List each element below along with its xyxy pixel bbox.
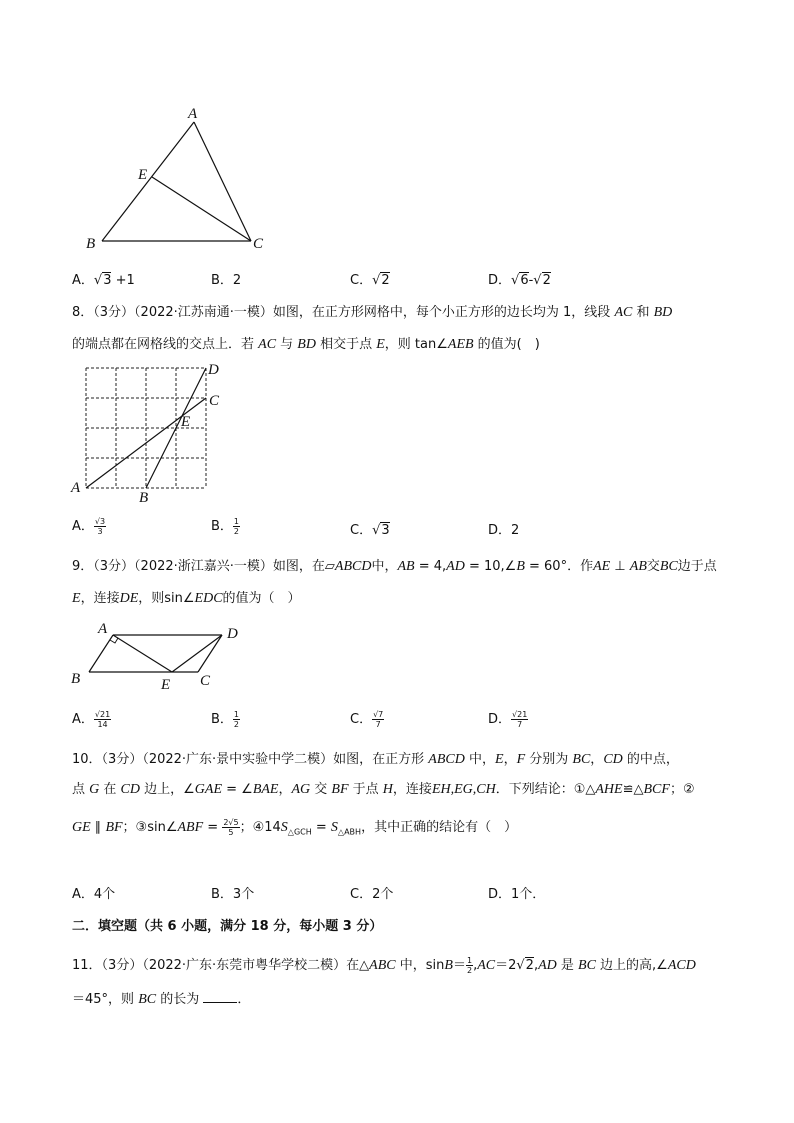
q9-option-a-denominator: 14	[97, 720, 108, 729]
q9-segment-ae	[113, 635, 172, 672]
q8-option-c-letter: C．	[350, 523, 373, 538]
q8-l2-var-ac: AC	[258, 337, 277, 352]
q9-label-b: B	[71, 671, 81, 687]
q7-label-c: C	[253, 236, 264, 252]
q9-option-b[interactable]	[211, 710, 240, 729]
q9-option-a-letter: A．	[72, 712, 94, 727]
q10-l3-text-2: ；③sin∠	[122, 820, 178, 835]
q9-l1-text-2: 中，	[371, 559, 398, 574]
q10-l1-text-1: 10．（3分）（2022·广东·景中实验中学二模）如图，在正方形	[72, 752, 429, 767]
q8-option-a[interactable]	[72, 517, 106, 536]
q11-l1-var-ac: AC	[477, 958, 496, 973]
q8-option-a-fraction	[94, 517, 106, 536]
q11-l1-text-8: 边上的高,∠	[595, 958, 668, 973]
q9-option-d-fraction	[511, 710, 528, 729]
q7-label-b: B	[86, 236, 96, 252]
q10-option-d[interactable]	[488, 886, 545, 904]
q9-question-line-1	[72, 557, 717, 577]
q11-l1-text-4: ,	[473, 958, 478, 973]
q11-l1-var-b: B	[444, 958, 453, 973]
q8-label-a: A	[71, 480, 81, 496]
q8-question-line-2	[72, 335, 540, 355]
q9-option-d[interactable]	[488, 710, 528, 729]
q11-answer-blank[interactable]	[203, 990, 237, 1003]
q8-option-b[interactable]	[211, 517, 240, 536]
q8-label-c: C	[209, 393, 220, 409]
q11-l1-text-7: 是	[556, 958, 579, 973]
q8-option-b-denominator: 2	[233, 527, 240, 536]
q7-option-d-radicand-1: 6	[520, 273, 529, 288]
q10-l2-text-9: ．下列结论：①△	[495, 782, 596, 797]
q9-option-b-letter: B．	[211, 712, 233, 727]
q11-l1-text-3: ＝	[452, 958, 466, 973]
q7-option-d-letter: D．	[488, 273, 512, 288]
q10-l1-var-e: E	[495, 752, 504, 767]
q8-label-b: B	[139, 490, 149, 506]
q9-l1-var-ad: AD	[446, 559, 465, 574]
q9-option-d-denominator: 7	[517, 720, 523, 729]
q7-label-e: E	[138, 167, 148, 183]
q9-option-a[interactable]	[72, 710, 111, 729]
q10-l1-text-5: ，	[590, 752, 604, 767]
q11-l1-radicand: 2	[525, 958, 534, 973]
q11-l1-fraction-numerator: 1	[466, 956, 473, 965]
q10-l2-text-7: 于点	[348, 782, 383, 797]
q10-l1-var-abcd: ABCD	[428, 752, 465, 767]
q9-option-b-fraction	[233, 710, 240, 729]
q9-l2-var-e: E	[72, 591, 81, 606]
q10-l3-text-4: ；④14	[239, 820, 281, 835]
q7-option-b-letter: B．	[211, 273, 233, 288]
q9-l2-var-de: DE	[119, 591, 139, 606]
q10-l2-text-10: ≌△	[622, 782, 644, 797]
q9-l1-text-4: = 10,∠	[464, 559, 517, 574]
q8-option-a-denominator: 3	[97, 527, 103, 536]
q10-l2-var-ag: AG	[291, 782, 311, 797]
q11-l1-text-6: ,	[533, 958, 539, 973]
q7-option-b[interactable]	[211, 272, 241, 290]
q10-option-b[interactable]	[211, 886, 254, 904]
q11-l2-text-1: ＝45°，则	[72, 992, 139, 1007]
q8-l2-var-aeb: AEB	[447, 337, 474, 352]
q9-l2-text-3: 的值为（ ）	[222, 591, 301, 606]
q11-l1-var-abc: ABC	[369, 958, 396, 973]
q10-l2-var-bae: BAE	[252, 782, 279, 797]
q11-l1-text-2: 中，sin	[395, 958, 445, 973]
q10-l3-var-ge: GE	[72, 820, 91, 835]
q10-l3-text-5: =	[311, 820, 331, 835]
q8-grid-figure	[66, 358, 246, 508]
q10-l1-var-f: F	[516, 752, 526, 767]
q10-l3-sub-gch: △GCH	[287, 827, 312, 837]
q10-l2-var-eh-eg-ch: EH,EG,CH	[431, 782, 496, 797]
q9-option-a-numerator: √21	[94, 710, 111, 719]
q10-l3-var-abf: ABF	[177, 820, 204, 835]
q8-option-c[interactable]: C．√3	[350, 523, 390, 538]
q10-l2-text-11: ；②	[669, 782, 695, 797]
q8-question-line-1	[72, 303, 672, 323]
q7-option-a-letter: A．	[72, 273, 94, 288]
q10-l3-var-s-1: S	[280, 820, 288, 835]
q9-l1-text-1: 9．（3分）（2022·浙江嘉兴·一模）如图，在▱	[72, 559, 335, 574]
q11-l2-text-2: 的长为	[156, 992, 204, 1007]
q9-label-d: D	[227, 626, 238, 642]
q10-l2-var-cd: CD	[120, 782, 140, 797]
q9-option-c[interactable]	[350, 710, 384, 729]
q8-l1-text-1: 8．（3分）（2022·江苏南通·一模）如图，在正方形网格中，每个小正方形的边长均为 1，线段	[72, 305, 615, 320]
q8-option-d[interactable]	[488, 522, 519, 540]
q9-option-c-denominator: 7	[375, 720, 381, 729]
q9-l1-var-ab-2: AB	[629, 559, 647, 574]
q7-option-c-letter: C．	[350, 273, 373, 288]
q10-l3-var-s-2: S	[330, 820, 338, 835]
q9-segment-de	[172, 635, 222, 672]
q10-l1-var-cd: CD	[603, 752, 623, 767]
q7-segment-ab	[102, 122, 194, 241]
q8-l2-var-bd: BD	[297, 337, 316, 352]
q8-l2-var-e: E	[376, 337, 385, 352]
q11-l1-text-5: ＝2	[495, 958, 517, 973]
q10-l1-var-bc: BC	[572, 752, 591, 767]
q8-l2-text-3: 相交于点	[315, 337, 377, 352]
q9-l1-var-ae: AE	[593, 559, 611, 574]
q10-l1-text-4: 分别为	[525, 752, 573, 767]
q10-l2-text-6: 交	[310, 782, 332, 797]
q10-option-b-letter: B．	[211, 887, 233, 902]
q10-l3-text-1: ∥	[90, 820, 106, 835]
q8-label-e: E	[181, 414, 191, 430]
q9-option-d-letter: D．	[488, 712, 512, 727]
q10-question-line-3	[72, 818, 517, 843]
q9-l1-var-b: B	[516, 559, 525, 574]
q7-option-a-tail: +1	[111, 273, 135, 288]
q8-option-d-letter: D．	[488, 523, 512, 538]
q10-l1-text-6: 的中点，	[622, 752, 679, 767]
q10-l1-text-2: 中，	[464, 752, 495, 767]
q7-option-c-radicand: 2	[381, 273, 390, 288]
q10-option-a-letter: A．	[72, 887, 94, 902]
q9-segment-cd	[198, 635, 222, 672]
q10-option-d-letter: D．	[488, 887, 512, 902]
q10-option-c-value: 2个	[372, 887, 394, 902]
q7-option-d-minus: -	[528, 273, 534, 288]
q8-l1-text-2: 和	[632, 305, 654, 320]
q8-option-a-numerator: √3	[94, 517, 106, 526]
q10-l2-var-bf: BF	[331, 782, 349, 797]
q8-option-a-letter: A．	[72, 519, 94, 534]
q8-l2-text-1: 的端点都在网格线的交点上．若	[72, 337, 259, 352]
q10-l3-text-3: =	[203, 820, 223, 835]
q8-l1-var-ac: AC	[614, 305, 633, 320]
q10-l2-var-h: H	[382, 782, 393, 797]
q10-option-c[interactable]	[350, 886, 393, 904]
q7-label-a: A	[188, 106, 198, 122]
q9-parallelogram-figure	[66, 615, 256, 695]
q11-l2-text-3: ．	[237, 992, 251, 1007]
q9-label-a: A	[98, 621, 108, 637]
q9-l1-var-bc: BC	[659, 559, 678, 574]
q8-l2-text-5: 的值为( )	[473, 337, 540, 352]
q10-option-c-letter: C．	[350, 887, 373, 902]
q7-option-d[interactable]: D．√6-√2	[488, 273, 551, 288]
q10-l2-text-3: 边上，∠	[139, 782, 195, 797]
q9-option-c-fraction	[372, 710, 384, 729]
q7-option-c[interactable]: C．√2	[350, 273, 390, 288]
q7-option-d-radicand-2: 2	[542, 273, 551, 288]
q10-question-line-2	[72, 780, 695, 800]
q8-l2-text-4: ，则 tan∠	[384, 337, 448, 352]
q9-label-e: E	[161, 677, 171, 693]
q11-l1-fraction	[466, 956, 473, 975]
q11-l1-fraction-denominator: 2	[466, 966, 473, 975]
q10-l2-var-ahe: AHE	[595, 782, 623, 797]
q10-question-line-1	[72, 750, 679, 770]
q9-label-c: C	[200, 673, 211, 689]
q8-l2-text-2: 与	[276, 337, 298, 352]
q7-option-a[interactable]: A．√3 +1	[72, 273, 135, 288]
section-2-heading: 二．填空题（共 6 小题，满分 18 分，每小题 3 分）	[72, 919, 383, 934]
q10-l2-text-4: = ∠	[222, 782, 253, 797]
q10-option-a-value: 4个	[93, 887, 116, 902]
q10-l3-fraction-numerator: 2√5	[223, 818, 239, 827]
q9-option-b-numerator: 1	[233, 710, 240, 719]
q9-l1-text-3: = 4,	[414, 559, 447, 574]
q9-l1-text-7: 交	[646, 559, 660, 574]
q10-option-d-value: 1个．	[511, 887, 546, 902]
q8-option-b-numerator: 1	[233, 517, 240, 526]
q11-l1-var-bc: BC	[578, 958, 596, 973]
q7-option-b-value: 2	[232, 273, 242, 288]
q8-option-b-fraction	[233, 517, 240, 536]
q9-l1-text-8: 边于点	[677, 559, 717, 574]
q10-l3-fraction	[222, 818, 239, 837]
q10-l2-var-g: G	[89, 782, 100, 797]
q9-l2-var-edc: EDC	[194, 591, 223, 606]
q9-segment-ab	[89, 635, 113, 672]
q10-l1-text-3: ，	[503, 752, 517, 767]
q10-l2-text-2: 在	[99, 782, 121, 797]
q10-l2-text-1: 点	[72, 782, 90, 797]
q9-option-c-numerator: √7	[373, 710, 384, 719]
q11-l1-var-acd: ACD	[667, 958, 696, 973]
q10-l2-var-bcf: BCF	[643, 782, 670, 797]
q10-option-b-value: 3个	[232, 887, 255, 902]
q10-l3-var-bf: BF	[105, 820, 123, 835]
q10-l3-sub-abh: △ABH	[337, 827, 362, 837]
q8-option-b-letter: B．	[211, 519, 233, 534]
q7-triangle-figure	[80, 100, 280, 260]
q11-l1-var-ad: AD	[538, 958, 557, 973]
q9-option-d-numerator: √21	[512, 710, 528, 719]
q10-l2-text-5: ，	[278, 782, 292, 797]
q9-l1-text-6: ⊥	[610, 559, 630, 574]
q9-l2-text-1: ，连接	[80, 591, 120, 606]
q11-l2-var-bc: BC	[138, 992, 157, 1007]
q8-option-c-radicand: 3	[381, 523, 390, 538]
q11-l1-text-1: 11．（3分）（2022·广东·东莞市粤华学校二模）在△	[72, 958, 370, 973]
q9-l1-var-ab: AB	[397, 559, 415, 574]
q11-question-line-1: 11．（3分）（2022·广东·东莞市粤华学校二模）在△ABC 中，sinB＝ $\frac{1}{2}$ ,AC＝2√2,AD 是 BC 边上的高,∠ACD	[72, 956, 696, 975]
q9-option-b-denominator: 2	[233, 720, 240, 729]
q10-l2-var-gae: GAE	[194, 782, 222, 797]
q9-l1-var-abcd: ABCD	[334, 559, 372, 574]
q10-l2-text-8: ，连接	[392, 782, 432, 797]
q11-question-line-2	[72, 990, 250, 1010]
q9-l1-text-5: = 60°．作	[524, 559, 594, 574]
q8-label-d: D	[208, 362, 219, 378]
q7-option-a-radicand: 3	[103, 273, 112, 288]
q9-l2-text-2: ，则sin∠	[138, 591, 195, 606]
q10-l3-text-6: ，其中正确的结论有（ ）	[361, 820, 518, 835]
q8-option-d-value: 2	[511, 523, 520, 538]
q9-option-c-letter: C．	[350, 712, 373, 727]
q9-option-a-fraction	[94, 710, 111, 729]
q9-question-line-2	[72, 589, 301, 609]
q10-option-a[interactable]	[72, 886, 115, 904]
q8-l1-var-bd: BD	[653, 305, 673, 320]
q10-l3-fraction-denominator: 5	[228, 828, 234, 837]
